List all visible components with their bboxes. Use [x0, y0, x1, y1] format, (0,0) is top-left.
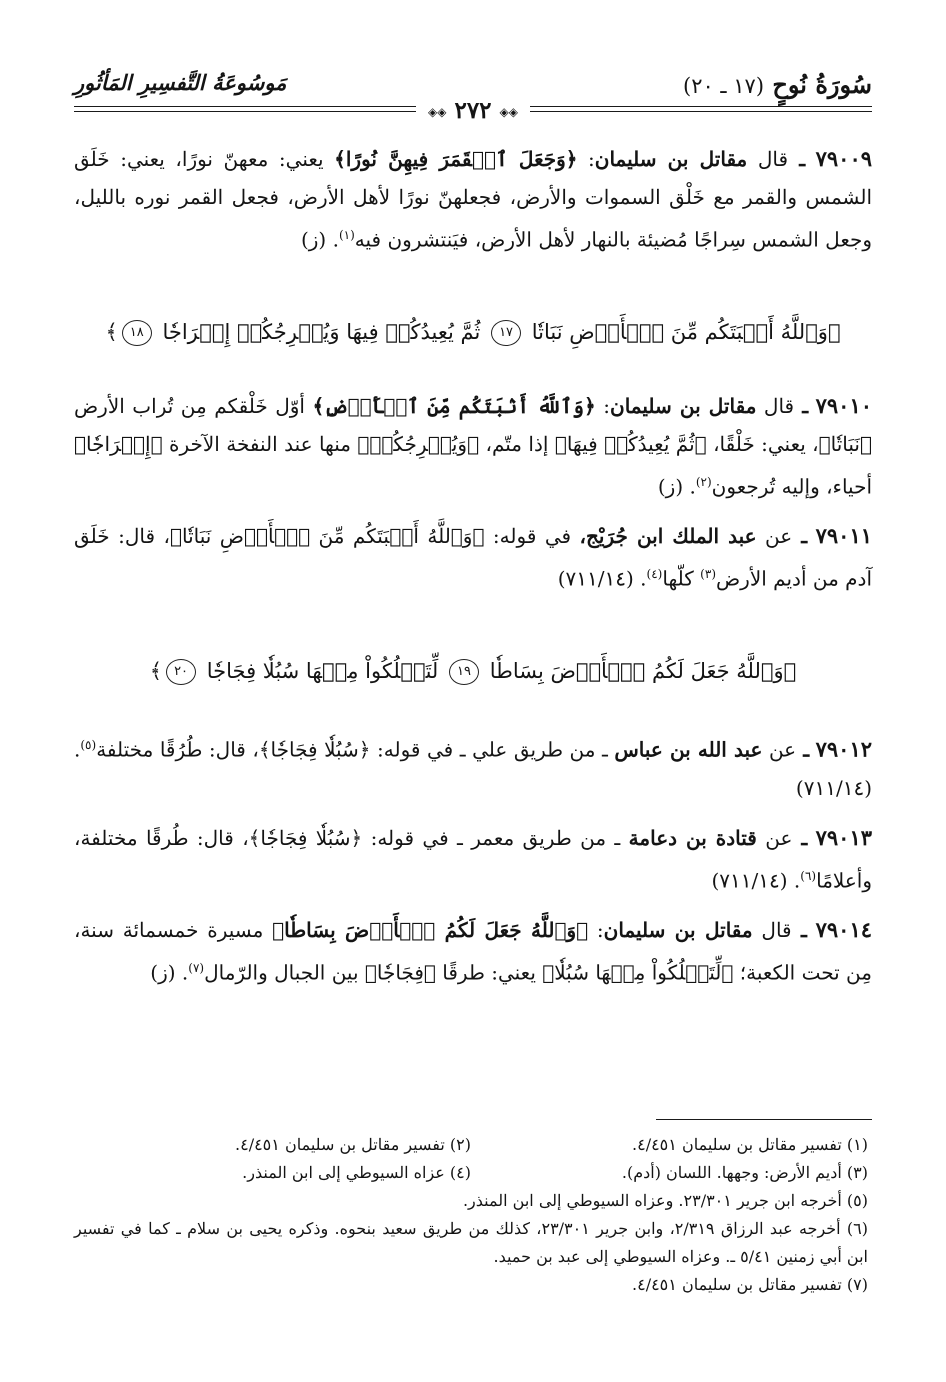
ayah-number-icon: ١٧	[491, 320, 521, 346]
verse-close: ﴾	[149, 658, 163, 683]
book-title: مَوسُوعَةُ التَّفسِيرِ المَأثُورِ	[74, 70, 287, 95]
quran-quote: ﴿وَٱللَّهُ جَعَلَ لَكُمُ ٱلۡأَرۡضَ بِسَاطٗا﴾	[272, 918, 589, 943]
narration-source: . (٧١١/١٤)	[74, 737, 872, 800]
narration-source: . (ز)	[150, 960, 189, 985]
narration-intro: عن	[768, 737, 797, 762]
verse-text: ثُمَّ يُعِيدُكُمۡ فِيهَا وَيُخۡرِجُكُمۡ إِخۡرَاجٗا	[162, 319, 481, 344]
verse-text: ﴿وَٱللَّهُ أَنۢبَتَكُم مِّنَ ٱلۡأَرۡضِ نَبَاتٗا	[531, 319, 841, 344]
narration-source: . (٧١١/١٤)	[711, 868, 801, 893]
narration-intro: عن	[765, 524, 793, 549]
footnotes	[74, 1131, 868, 1299]
narration-entry: ٧٩٠١٤ ـ قال مقاتل بن سليمان: ﴿وَٱللَّهُ جَعَلَ لَكُمُ ٱلۡأَرۡضَ بِسَاطٗا﴾ مسيرة خمسمائة سنة، مِن تحت الكعبة؛ ﴿لِّتَسۡلُكُواْ مِنۡهَا سُبُلٗا﴾ يعني: طرقًا ﴿فِجَاجٗا﴾ بين الجبال والرّمال$^{(٧)}$. (ز)	[74, 917, 873, 985]
footnote-row	[74, 1131, 868, 1159]
footnote-ref[interactable]: (٢)	[695, 474, 712, 489]
ornament-icon: ◈◈	[427, 105, 447, 119]
narration-text: كلّها	[662, 566, 694, 591]
footnote-3: (٣) أديم الأرض: وجهها. اللسان (أدم).	[621, 1163, 868, 1182]
narration-text: قال: خَلَق آدم من أديم الأرض	[74, 524, 872, 591]
narrator-name: مقاتل بن سليمان	[610, 393, 757, 418]
page-number-area	[0, 96, 946, 127]
narration-entry: ٧٩٠١٢ ـ عن عبد الله بن عباس ـ من طريق علي ـ في قوله: ﴿سُبُلٗا فِجَاجٗا﴾، قال: طُرُقًا مختلفة$^{(٥)}$. (٧١١/١٤)	[74, 736, 873, 800]
quran-quote: ـ من طريق علي ـ في قوله: ﴿سُبُلٗا فِجَاجٗا﴾،	[252, 737, 608, 762]
page-body	[74, 140, 872, 1004]
verse-text: ﴿وَٱللَّهُ جَعَلَ لَكُمُ ٱلۡأَرۡضَ بِسَاطٗا	[489, 658, 797, 683]
footnote-ref[interactable]: (٣)	[700, 567, 716, 582]
surah-heading	[683, 70, 872, 99]
quran-quote: ﴿وَٱللَّهُ أَنۢبَتَكُم مِّنَ ٱلۡأَرۡضِ﴾	[312, 393, 596, 418]
quran-verse-heading	[74, 652, 872, 690]
ayah-number-icon: ١٩	[449, 659, 479, 685]
footnote-4: (٤) عزاه السيوطي إلى ابن المنذر.	[242, 1163, 471, 1182]
narrator-name: مقاتل بن سليمان	[603, 918, 753, 943]
narration-source: . (٧١١/١٤)	[557, 566, 647, 591]
quran-verse-heading	[74, 313, 872, 351]
narrator-name: مقاتل بن سليمان	[594, 147, 748, 171]
narration-source: . (ز)	[657, 474, 696, 499]
footnote-ref[interactable]: (٥)	[80, 737, 97, 752]
page-number-box	[416, 96, 530, 127]
footnote-ref[interactable]: (٦)	[800, 868, 817, 883]
footnote-2: (٢) تفسير مقاتل بن سليمان ٤/٤٥١.	[235, 1135, 471, 1154]
footnote-1: (١) تفسير مقاتل بن سليمان ٤/٤٥١.	[632, 1135, 868, 1154]
verse-text: لِّتَسۡلُكُواْ مِنۡهَا سُبُلٗا فِجَاجٗا	[206, 658, 439, 683]
narration-text: يعني: معهنّ نورًا، يعني: خَلَق الشمس والقمر مع خَلْق السموات والأرض، فجعلهنّ نورًا لأهل الأرض، فجعل القمر نوره بالليل، وجعل الشمس سِراجًا مُضيئة بالنهار لأهل الأرض، فيَنتشرون فيه	[74, 147, 872, 252]
ornament-icon: ◈◈	[499, 105, 519, 119]
narration-number: ٧٩٠٠٩	[815, 146, 873, 171]
quran-quote: ـ من طريق معمر ـ في قوله: ﴿سُبُلٗا فِجَاجٗا﴾،	[242, 825, 621, 850]
narration-number: ٧٩٠١٣	[815, 824, 873, 850]
footnote-ref[interactable]: (١)	[338, 228, 355, 242]
narration-intro: قال	[757, 147, 789, 171]
narration-entry: ٧٩٠١٣ ـ عن قتادة بن دعامة ـ من طريق معمر ـ في قوله: ﴿سُبُلٗا فِجَاجٗا﴾، قال: طُرقًا مختلفة، وأعلامًا$^{(٦)}$. (٧١١/١٤)	[74, 824, 873, 893]
footnote-ref[interactable]: (٧)	[188, 961, 205, 976]
narrator-name: عبد الملك ابن جُرَيْج،	[579, 524, 757, 549]
narration-entry: ٧٩٠١٠ ـ قال مقاتل بن سليمان: ﴿وَٱللَّهُ أَنۢبَتَكُم مِّنَ ٱلۡأَرۡضِ﴾ أوّل خَلْقكم مِن تُراب الأرض ﴿نَبَاتٗا﴾، يعني: خَلْقًا، ﴿ثُمَّ يُعِيدُكُمۡ فِيهَا﴾ إذا متّم، ﴿وَيُخۡرِجُكُمۡ﴾ منها عند النفخة الآخرة ﴿إِخۡرَاجٗا﴾ أحياء، وإليه تُرجعون$^{(٢)}$. (ز)	[74, 392, 873, 499]
narrator-name: قتادة بن دعامة	[628, 825, 757, 850]
ayah-number-icon: ١٨	[122, 320, 152, 346]
footnote-6: (٦) أخرجه عبد الرزاق ٢/٣١٩، وابن جرير ٢٣/٣٠١، كذلك من طريق سعيد بنحوه. وذكره يحيى بن سلام ـ كما في تفسير ابن أبي زمنين ٥/٤١ ـ. وعزاه السيوطي إلى عبد بن حميد.	[74, 1219, 869, 1266]
verse-close: ﴾	[105, 319, 118, 344]
narration-number: ٧٩٠١٤	[815, 917, 873, 943]
narrator-name: عبد الله بن عباس	[614, 737, 763, 762]
narration-text: قال: طُرقًا مختلفة، وأعلامًا	[74, 825, 872, 893]
footnote-row	[74, 1159, 868, 1187]
verse-range: (١٧ ـ ٢٠)	[682, 74, 765, 98]
narration-number: ٧٩٠١٢	[815, 736, 873, 762]
ayah-number-icon: ٢٠	[166, 659, 196, 685]
narration-text: قال: طُرُقًا مختلفة	[96, 737, 246, 762]
quran-quote: في قوله: ﴿وَٱللَّهُ أَنۢبَتَكُم مِّنَ ٱلۡأَرۡضِ نَبَاتٗا﴾،	[163, 524, 572, 549]
footnote-5: (٥) أخرجه ابن جرير ٢٣/٣٠١. وعزاه السيوطي إلى ابن المنذر.	[462, 1191, 868, 1210]
narration-intro: قال	[761, 918, 792, 943]
quran-quote: ﴿وَجَعَلَ ٱلۡقَمَرَ فِيهِنَّ نُورًا﴾	[334, 147, 578, 171]
footnote-separator	[656, 1119, 872, 1120]
narration-text: مسيرة خمسمائة سنة، مِن تحت الكعبة؛ ﴿لِّتَسۡلُكُواْ مِنۡهَا سُبُلٗا﴾ يعني: طرقًا ﴿فِجَاجٗا﴾ بين الجبال والرّمال	[74, 918, 872, 985]
narration-number: ٧٩٠١١	[815, 523, 873, 549]
footnote-ref[interactable]: (٤)	[646, 567, 663, 582]
narration-entry: ٧٩٠٠٩ ـ قال مقاتل بن سليمان: ﴿وَجَعَلَ ٱلۡقَمَرَ فِيهِنَّ نُورًا﴾ يعني: معهنّ نورًا، يعني: خَلَق الشمس والقمر مع خَلْق السموات والأرض، فجعلهنّ نورًا لأهل الأرض، فجعل القمر نوره بالليل، وجعل الشمس سِراجًا مُضيئة بالنهار لأهل الأرض، فيَنتشرون فيه$^{(١)}$. (ز)	[74, 146, 873, 252]
narration-intro: قال	[763, 393, 795, 418]
narration-text: أوّل خَلْقكم مِن تُراب الأرض ﴿نَبَاتٗا﴾، يعني: خَلْقًا، ﴿ثُمَّ يُعِيدُكُمۡ فِيهَا﴾ إذا متّم، ﴿وَيُخۡرِجُكُمۡ﴾ منها عند النفخة الآخرة ﴿إِخۡرَاجٗا﴾ أحياء، وإليه تُرجعون	[74, 393, 872, 499]
narration-entry: ٧٩٠١١ ـ عن عبد الملك ابن جُرَيْج، في قوله: ﴿وَٱللَّهُ أَنۢبَتَكُم مِّنَ ٱلۡأَرۡضِ نَبَاتٗا﴾، قال: خَلَق آدم من أديم الأرض$^{(٣)}$ كلّها$^{(٤)}$. (٧١١/١٤)	[74, 523, 873, 591]
narration-source: . (ز)	[300, 227, 339, 252]
page-number: ٢٧٢	[454, 97, 492, 124]
narration-number: ٧٩٠١٠	[815, 392, 873, 418]
footnote-7: (٧) تفسير مقاتل بن سليمان ٤/٤٥١.	[632, 1275, 868, 1294]
narration-intro: عن	[765, 825, 793, 850]
surah-name: سُورَةُ نُوحٍ	[772, 70, 872, 99]
